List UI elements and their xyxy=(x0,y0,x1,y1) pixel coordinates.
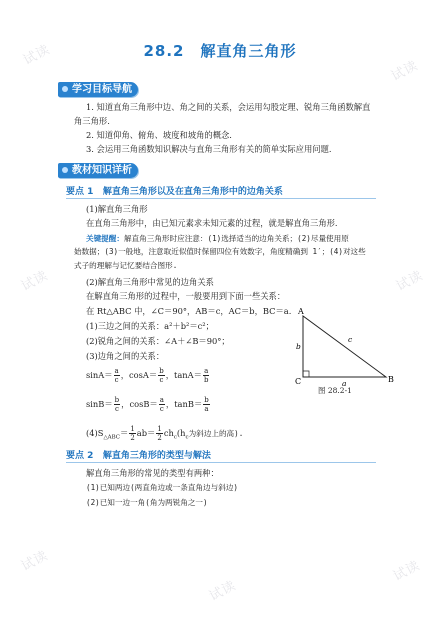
point-label: 要点 1 xyxy=(66,187,94,197)
fraction: $\frac{a}{c}$ xyxy=(114,367,119,384)
cos-b-label: ，cosB＝ xyxy=(121,399,158,409)
relation-angles: (2)锐角之间的关系：∠A＋∠B＝90°； xyxy=(86,336,230,346)
area-formula: $(4)S_{\triangle ABC}=$ $\frac{1}{2}$ ab＝ $\frac{1}{2}$ $ch_c(h_c$为斜边上的高). xyxy=(86,425,244,442)
subheading: (2)解直角三角形中常见的边角关系 xyxy=(86,277,214,287)
watermark: 试读 xyxy=(19,268,51,295)
tan-a-label: ，tanA＝ xyxy=(165,370,202,380)
paragraph: 在解直角三角形的过程中，一般要用到下面一些关系： xyxy=(86,291,286,301)
watermark: 试读 xyxy=(394,268,426,295)
point-2-heading xyxy=(66,448,211,461)
type-item: (1)已知两边(两直角边或一条直角边与斜边) xyxy=(86,483,238,492)
point-1-heading xyxy=(66,184,283,197)
fraction: $\frac{b}{c}$ xyxy=(114,396,120,413)
watermark: 试读 xyxy=(21,42,53,69)
watermark: 试读 xyxy=(391,558,423,585)
fraction: $\frac{b}{c}$ xyxy=(159,367,164,384)
key-tip xyxy=(86,232,349,245)
objective-item: 角三角形. xyxy=(74,116,110,126)
key-tip-line: 解直角三角形时应注意：(1)选择适当的边角关系；(2)尽量使用原 xyxy=(123,234,349,243)
point-label: 要点 2 xyxy=(66,451,94,461)
objective-item: 3. 会运用三角函数知识解决与直角三角形有关的简单实际应用问题. xyxy=(86,144,332,154)
figure-caption: 图 28.2-1 xyxy=(318,386,352,395)
section-banner-knowledge: 教材知识详析 xyxy=(58,163,138,178)
key-tip-label: 关键提醒： xyxy=(86,234,124,243)
relation-side-angle: (3)边角之间的关系： xyxy=(86,351,165,361)
watermark: 试读 xyxy=(389,58,421,85)
side-c-label: c xyxy=(348,335,353,344)
formula-row-b xyxy=(86,394,211,414)
page-title: 28.2 解直角三角形 xyxy=(143,42,297,60)
divider xyxy=(66,462,376,463)
watermark: 试读 xyxy=(19,548,51,575)
side-a-label: a xyxy=(342,379,347,388)
divider xyxy=(66,198,376,199)
type-item: (2)已知一边一角(角为两锐角之一) xyxy=(86,498,208,507)
point-title: 解直角三角形以及在直角三角形中的边角关系 xyxy=(102,187,283,197)
paragraph: 解直角三角形的常见的类型有两种： xyxy=(86,468,219,478)
key-tip-line: 始数据；(3)一般地，注意取近似值时保留四位有效数字，角度精确到 1′；(4)对这些 xyxy=(74,247,366,256)
subheading: (1)解直角三角形 xyxy=(86,204,148,214)
sin-a-label: sinA＝ xyxy=(86,370,113,380)
formula-row-a xyxy=(86,365,210,385)
tan-b-label: ，tanB＝ xyxy=(165,399,203,409)
paragraph: 在直角三角形中，由已知元素求未知元素的过程，就是解直角三角形. xyxy=(86,218,338,228)
watermark: 试读 xyxy=(207,578,239,605)
vertex-a-label: A xyxy=(298,307,304,316)
vertex-c-label: C xyxy=(295,377,302,386)
fraction: $\frac{a}{b}$ xyxy=(203,367,209,384)
cos-a-label: ，cosA＝ xyxy=(120,370,158,380)
objective-item: 2. 知道仰角、俯角、坡度和坡角的概念. xyxy=(86,130,232,140)
relation-sides: (1)三边之间的关系：a²＋b²＝c²； xyxy=(86,321,214,331)
objective-item: 1. 知道直角三角形中边、角之间的关系，会运用勾股定理、锐角三角函数解直 xyxy=(86,102,371,112)
point-title: 解直角三角形的类型与解法 xyxy=(102,451,211,461)
vertex-b-label: B xyxy=(388,375,394,384)
sin-b-label: sinB＝ xyxy=(86,399,113,409)
key-tip-line: 式子的理解与记忆要结合图形. xyxy=(74,261,178,270)
fraction: $\frac{a}{c}$ xyxy=(159,396,164,413)
side-b-label: b xyxy=(296,342,301,351)
fraction: $\frac{b}{a}$ xyxy=(204,396,209,413)
paragraph: 在 Rt△ABC 中，∠C＝90°，AB＝c，AC＝b，BC＝a. xyxy=(86,306,292,316)
section-banner-objectives: 学习目标导航 xyxy=(58,82,138,97)
